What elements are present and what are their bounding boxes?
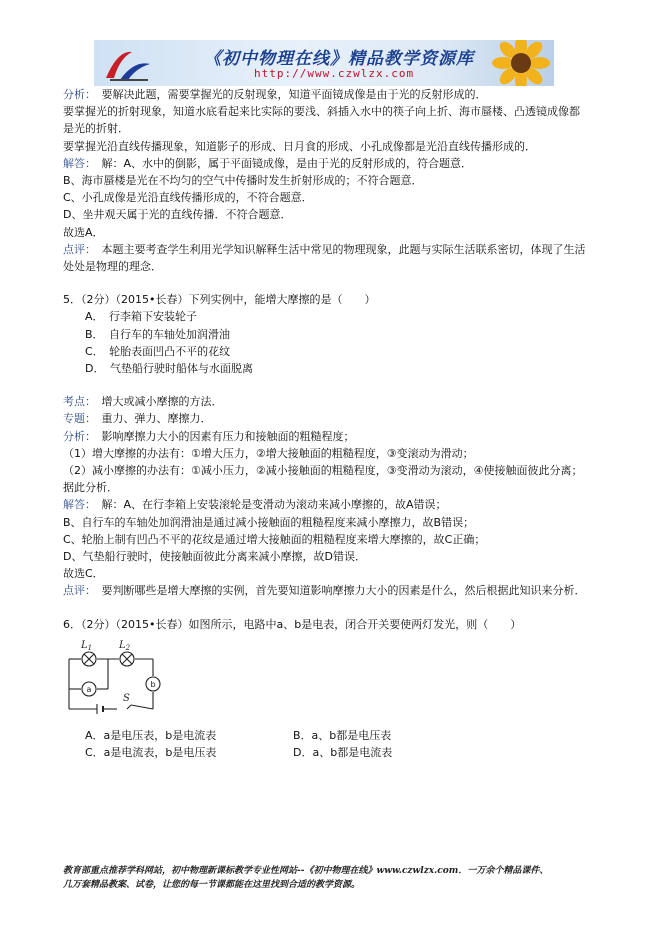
q5-question: 5．（2分）（2015•长春）下列实例中，能增大摩擦的是（ ） — [63, 293, 376, 307]
site-logo-icon — [98, 44, 158, 84]
q4-comment: 点评： 本题主要考查学生利用光学知识解释生活中常见的物理现象，此题与实际生活联系密切，体现了生活处处是物理的理念． — [63, 242, 586, 274]
switch-label: S — [123, 692, 130, 704]
lamp1-label: $L_1$ — [81, 639, 93, 652]
q5-analysis-2: （1）增大摩擦的办法有：①增大压力，②增大接触面的粗糙程度，③变滚动为滑动； — [63, 446, 474, 460]
circuit-diagram — [67, 639, 177, 719]
q6-question: 6．（2分）（2015•长春）如图所示，电路中a、b是电表，闭合开关要使两灯发光，则（ ） — [63, 617, 522, 631]
q5-topic: 专题： 重力、弹力、摩擦力． — [63, 412, 212, 426]
meter-b-label: b — [150, 679, 156, 689]
q4-answer-3: C、小孔成像是光沿直线传播形成的，不符合题意． — [63, 191, 313, 205]
q5-answer-2: B、自行车的车轴处加润滑油是通过减小接触面的粗糙程度来减小摩擦力，故B错误； — [63, 515, 475, 529]
q5-comment: 点评： 要判断哪些是增大摩擦的实例，首先要知道影响摩擦力大小的因素是什么，然后根据此知识来分析． — [63, 584, 586, 598]
q5-answer-4: D、气垫船行驶时，使接触面彼此分离来减小摩擦，故D错误． — [63, 550, 366, 564]
sunflower-icon — [490, 40, 552, 86]
banner-url[interactable]: http://www.czwlzx.com — [254, 67, 415, 80]
q5-answer-3: C、轮胎上制有凹凸不平的花纹是通过增大接触面的粗糙程度来增大摩擦的，故C正确； — [63, 532, 486, 546]
q5-option-d: D． 气垫船行驶时船体与水面脱离 — [85, 362, 253, 376]
q4-answer-4: D、坐井观天属于光的直线传播．不符合题意． — [63, 208, 292, 222]
banner-title: 《初中物理在线》精品教学资源库 — [204, 49, 474, 69]
page-footer — [63, 864, 603, 892]
footer-line-2: 几万套精品教案、试卷，让您的每一节课都能在这里找到合适的教学资源。 — [63, 880, 361, 890]
q5-analysis-3: （2）减小摩擦的办法有：①减小压力，②减小接触面的粗糙程度，③变滑动为滚动，④使接触面彼此分离；据此分析． — [63, 464, 583, 495]
q5-option-c: C． 轮胎表面凹凸不平的花纹 — [85, 344, 231, 358]
q5-analysis: 分析： 影响摩擦力大小的因素有压力和接触面的粗糙程度； — [63, 429, 355, 443]
lamp2-label: $L_2$ — [119, 639, 131, 652]
q5-choice: 故选C． — [63, 567, 104, 581]
q4-answer: 解答： 解：A、水中的倒影，属于平面镜成像，是由于光的反射形成的，符合题意． — [63, 156, 473, 170]
q5-option-b: B． 自行车的车轴处加润滑油 — [85, 327, 231, 341]
document-content — [63, 86, 587, 761]
q4-analysis-2: 要掌握光的折射现象，知道水底看起来比实际的要浅、斜插入水中的筷子向上折、海市蜃楼、凸透镜成像都是光的折射． — [63, 105, 580, 136]
q6-option-d: D．a、b都是电流表 — [293, 746, 393, 760]
q6-options-row-1 — [63, 727, 587, 744]
q4-answer-2: B、海市蜃楼是光在不均匀的空气中传播时发生折射形成的；不符合题意． — [63, 174, 423, 188]
q6-option-a: A．a是电压表，b是电流表 — [85, 728, 217, 742]
q6-options-row-2 — [63, 744, 587, 761]
header-banner — [94, 40, 554, 86]
q5-point: 考点： 增大或减小摩擦的方法． — [63, 395, 223, 409]
q6-option-b: B．a、b都是电压表 — [293, 728, 392, 742]
q4-analysis-3: 要掌握光沿直线传播现象，知道影子的形成、日月食的形成、小孔成像都是光沿直线传播形成的． — [63, 139, 536, 153]
footer-line-1: 教育部重点推荐学科网站，初中物理新课标教学专业性网站--《初中物理在线》www.czwlzx.com．一万余个精品课件、 — [63, 866, 549, 876]
q5-option-a: A． 行李箱下安装轮子 — [85, 310, 198, 324]
q6-option-c: C．a是电流表，b是电压表 — [85, 746, 217, 760]
q4-analysis: 分析： 要解决此题，需要掌握光的反射现象，知道平面镜成像是由于光的反射形成的． — [63, 88, 487, 101]
q5-answer: 解答： 解：A、在行李箱上安装滚轮是变滑动为滚动来减小摩擦的，故A错误； — [63, 498, 447, 512]
q4-choice: 故选A． — [63, 225, 104, 239]
meter-a-label: a — [86, 684, 92, 694]
